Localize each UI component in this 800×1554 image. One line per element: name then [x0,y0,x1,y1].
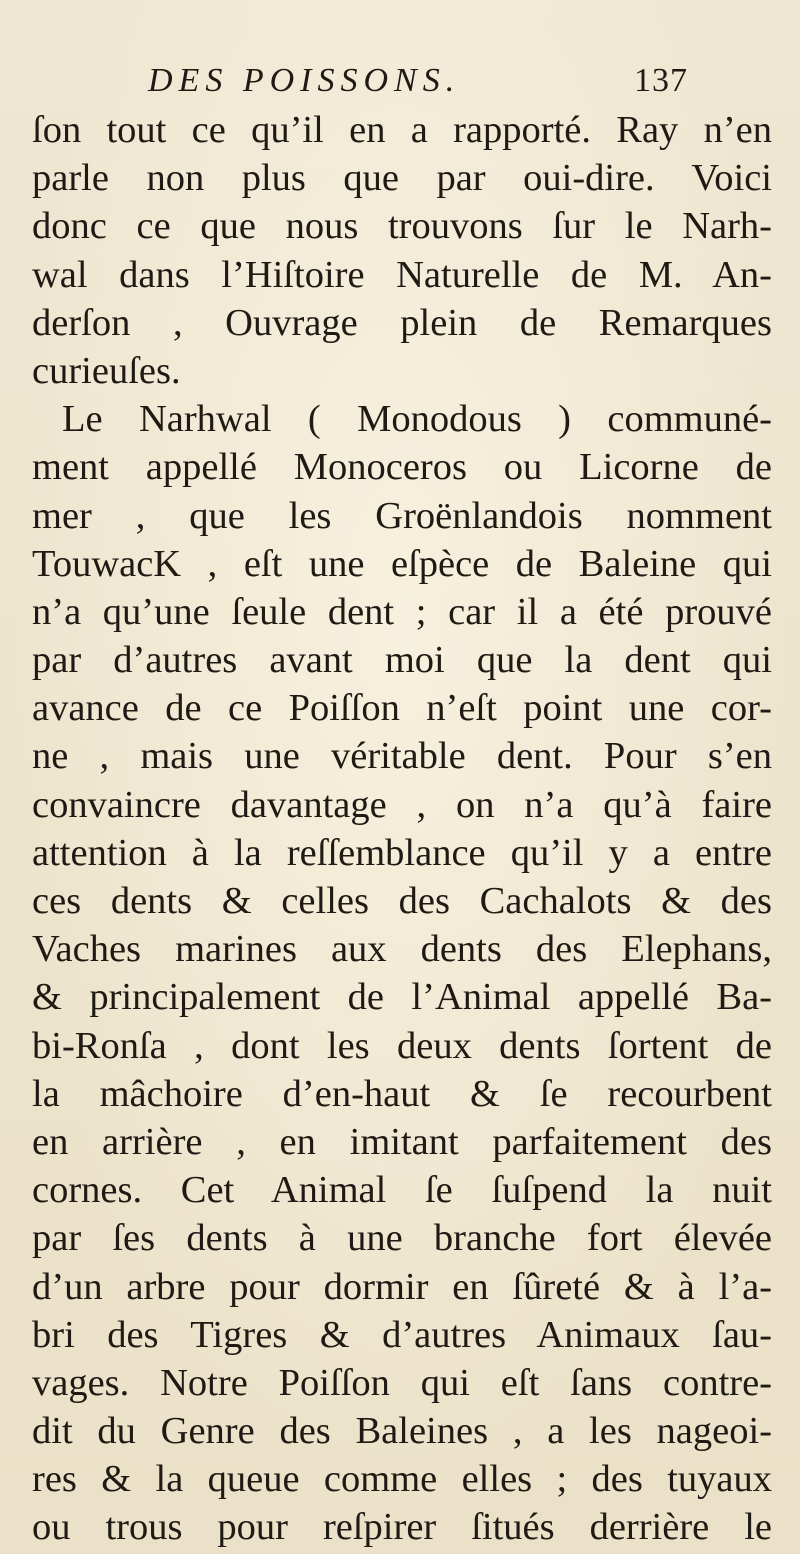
text-line: ſon tout ce qu’il en a rapporté. Ray n’en [32,109,772,151]
text-line: TouwacK , eſt une eſpèce de Baleine qui [32,542,772,585]
running-head [148,62,688,102]
text-line: ou trous pour reſpirer ſitués derrière le [32,1506,772,1549]
text-line: Vaches marines aux dents des Elephans, [32,928,772,971]
text-line: ment appellé Monoceros ou Licorne de [32,446,772,489]
text-line: Le Narhwal ( Monodous ) communé- [62,398,772,441]
text-line: convaincre davantage , on n’a qu’à faire [32,783,772,826]
text-line: dit du Genre des Baleines , a les nageoi- [32,1410,772,1453]
running-title: DES POISSONS. [148,62,461,99]
page-number: 137 [634,62,688,99]
text-line: avance de ce Poiſſon n’eſt point une cor- [32,687,772,730]
text-line: bi-Ronſa , dont les deux dents ſortent de [32,1024,772,1067]
text-line: par ſes dents à une branche fort élevée [32,1217,772,1260]
text-line: curieuſes. [32,349,181,392]
text-line: wal dans l’Hiſtoire Naturelle de M. An- [32,253,772,296]
text-line: en arrière , en imitant parfaitement des [32,1120,772,1163]
text-line: & principalement de l’Animal appellé Ba- [32,976,772,1019]
text-line: vages. Notre Poiſſon qui eſt ſans contre- [32,1361,772,1404]
text-line: n’a qu’une ſeule dent ; car il a été prouvé [32,590,772,633]
text-line: derſon , Ouvrage plein de Remarques [32,301,772,344]
text-line: mer , que les Groënlandois nomment [32,494,772,537]
text-line: cornes. Cet Animal ſe ſuſpend la nuit [32,1169,772,1212]
text-line: par d’autres avant moi que la dent qui [32,639,772,682]
text-line: attention à la reſſemblance qu’il y a entre [32,831,772,874]
text-line: bri des Tigres & d’autres Animaux ſau- [32,1313,772,1356]
text-line: ces dents & celles des Cachalots & des [32,880,772,922]
text-line: res & la queue comme elles ; des tuyaux [32,1458,772,1501]
text-line: d’un arbre pour dormir en ſûreté & à l’a- [32,1265,772,1308]
text-line: donc ce que nous trouvons ſur le Narh- [32,205,772,248]
body-text [32,106,772,1552]
text-line: la mâchoire d’en-haut & ſe recourbent [32,1072,772,1115]
text-line: ne , mais une véritable dent. Pour s’en [32,735,772,778]
text-line: parle non plus que par oui-dire. Voici [32,157,772,200]
